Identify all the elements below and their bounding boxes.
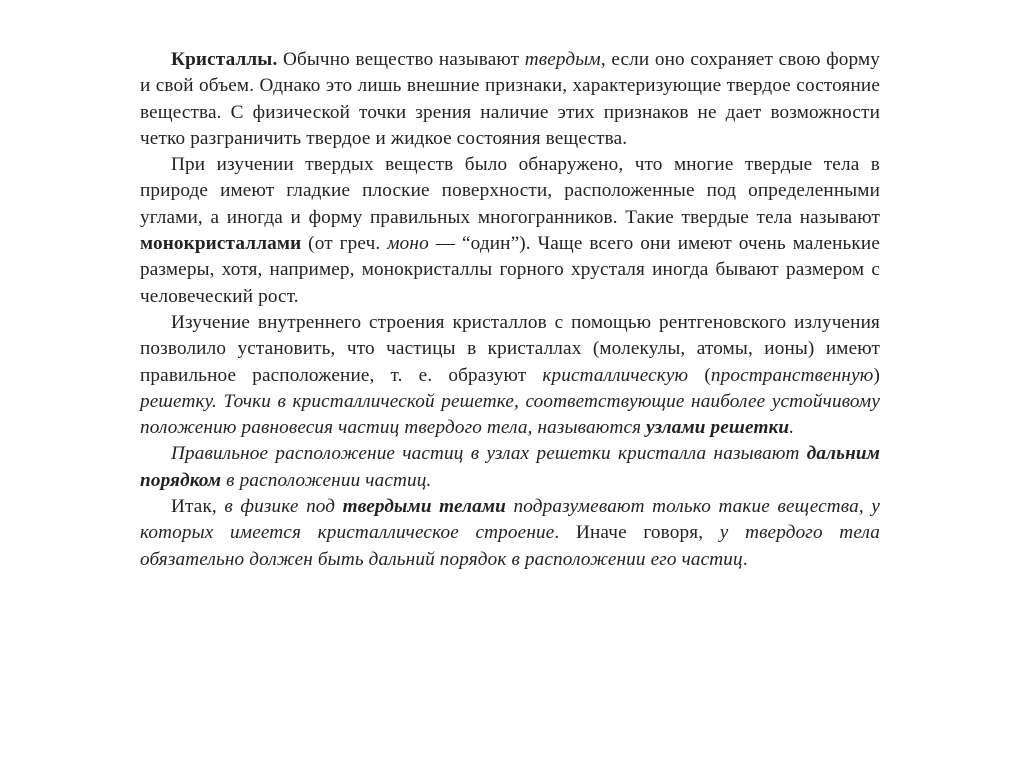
text-span: у твердого тела обязательно должен быть дальний порядок в расположении его частиц (140, 522, 880, 570)
text-span: Обычно вещество называют (277, 49, 525, 70)
text-span: , если оно сохраняет свою форму и свой объем. Однако это лишь внешние признаки, характеризующие твердое состояние вещества. С физической точки зрения наличие этих признаков не дает возможности четко разграничить твердое и жидкое состояния вещества. (140, 49, 881, 149)
text-span: пространственную (710, 364, 874, 386)
text-span: . (742, 548, 748, 570)
text-span: в физике под (224, 496, 343, 518)
text-span: (от греч. (301, 233, 388, 255)
text-span: . (789, 417, 795, 439)
text-span: моно (387, 233, 429, 255)
text-span: твердыми телами (342, 496, 507, 518)
text-span: подразумевают только такие вещества, у которых имеется кристаллическое строение (140, 496, 881, 544)
text-span: решетку. Точки в кристаллической решетке, соответствующие наиболее устойчивому положению равновесия частиц твердого тела, называются (140, 390, 880, 439)
text-span: . Иначе говоря, (554, 522, 720, 544)
paragraph-long-range-order (140, 441, 880, 494)
text-span: Кристаллы. (171, 49, 278, 70)
text-span: дальним порядком (140, 443, 880, 491)
text-span: Итак, (171, 496, 225, 518)
text-span: — “один”). Чаще всего они имеют очень маленькие размеры, хотя, например, монокристаллы горного хрусталя иногда бывают размером с человеческий рост. (140, 233, 880, 307)
text-span: монокристаллами (140, 233, 302, 255)
text-span: ( (688, 364, 711, 386)
text-span: в расположении частиц. (221, 469, 432, 491)
paragraph-crystals-intro (140, 47, 880, 152)
text-span: При изучении твердых веществ было обнаружено, что многие твердые тела в природе имеют гладкие плоские поверхности, расположенные под определенными углами, а иногда и форму правильных многогранников. Такие твердые тела называют (140, 154, 880, 228)
text-span: ) (873, 364, 880, 386)
paragraph-conclusion (140, 494, 880, 573)
paragraph-crystal-lattice (140, 310, 880, 441)
paragraph-monocrystals (140, 152, 880, 310)
text-span: Правильное расположение частиц в узлах решетки кристалла называют (171, 443, 807, 465)
text-span: Изучение внутреннего строения кристаллов с помощью рентгеновского излучения позволило установить, что частицы в кристаллах (молекулы, атомы, ионы) имеют правильное расположение, т. е. образуют (140, 311, 880, 386)
body-text (140, 47, 880, 573)
text-span: узлами решетки (646, 417, 790, 439)
text-span: твердым (524, 49, 601, 70)
text-span: кристаллическую (542, 364, 689, 386)
